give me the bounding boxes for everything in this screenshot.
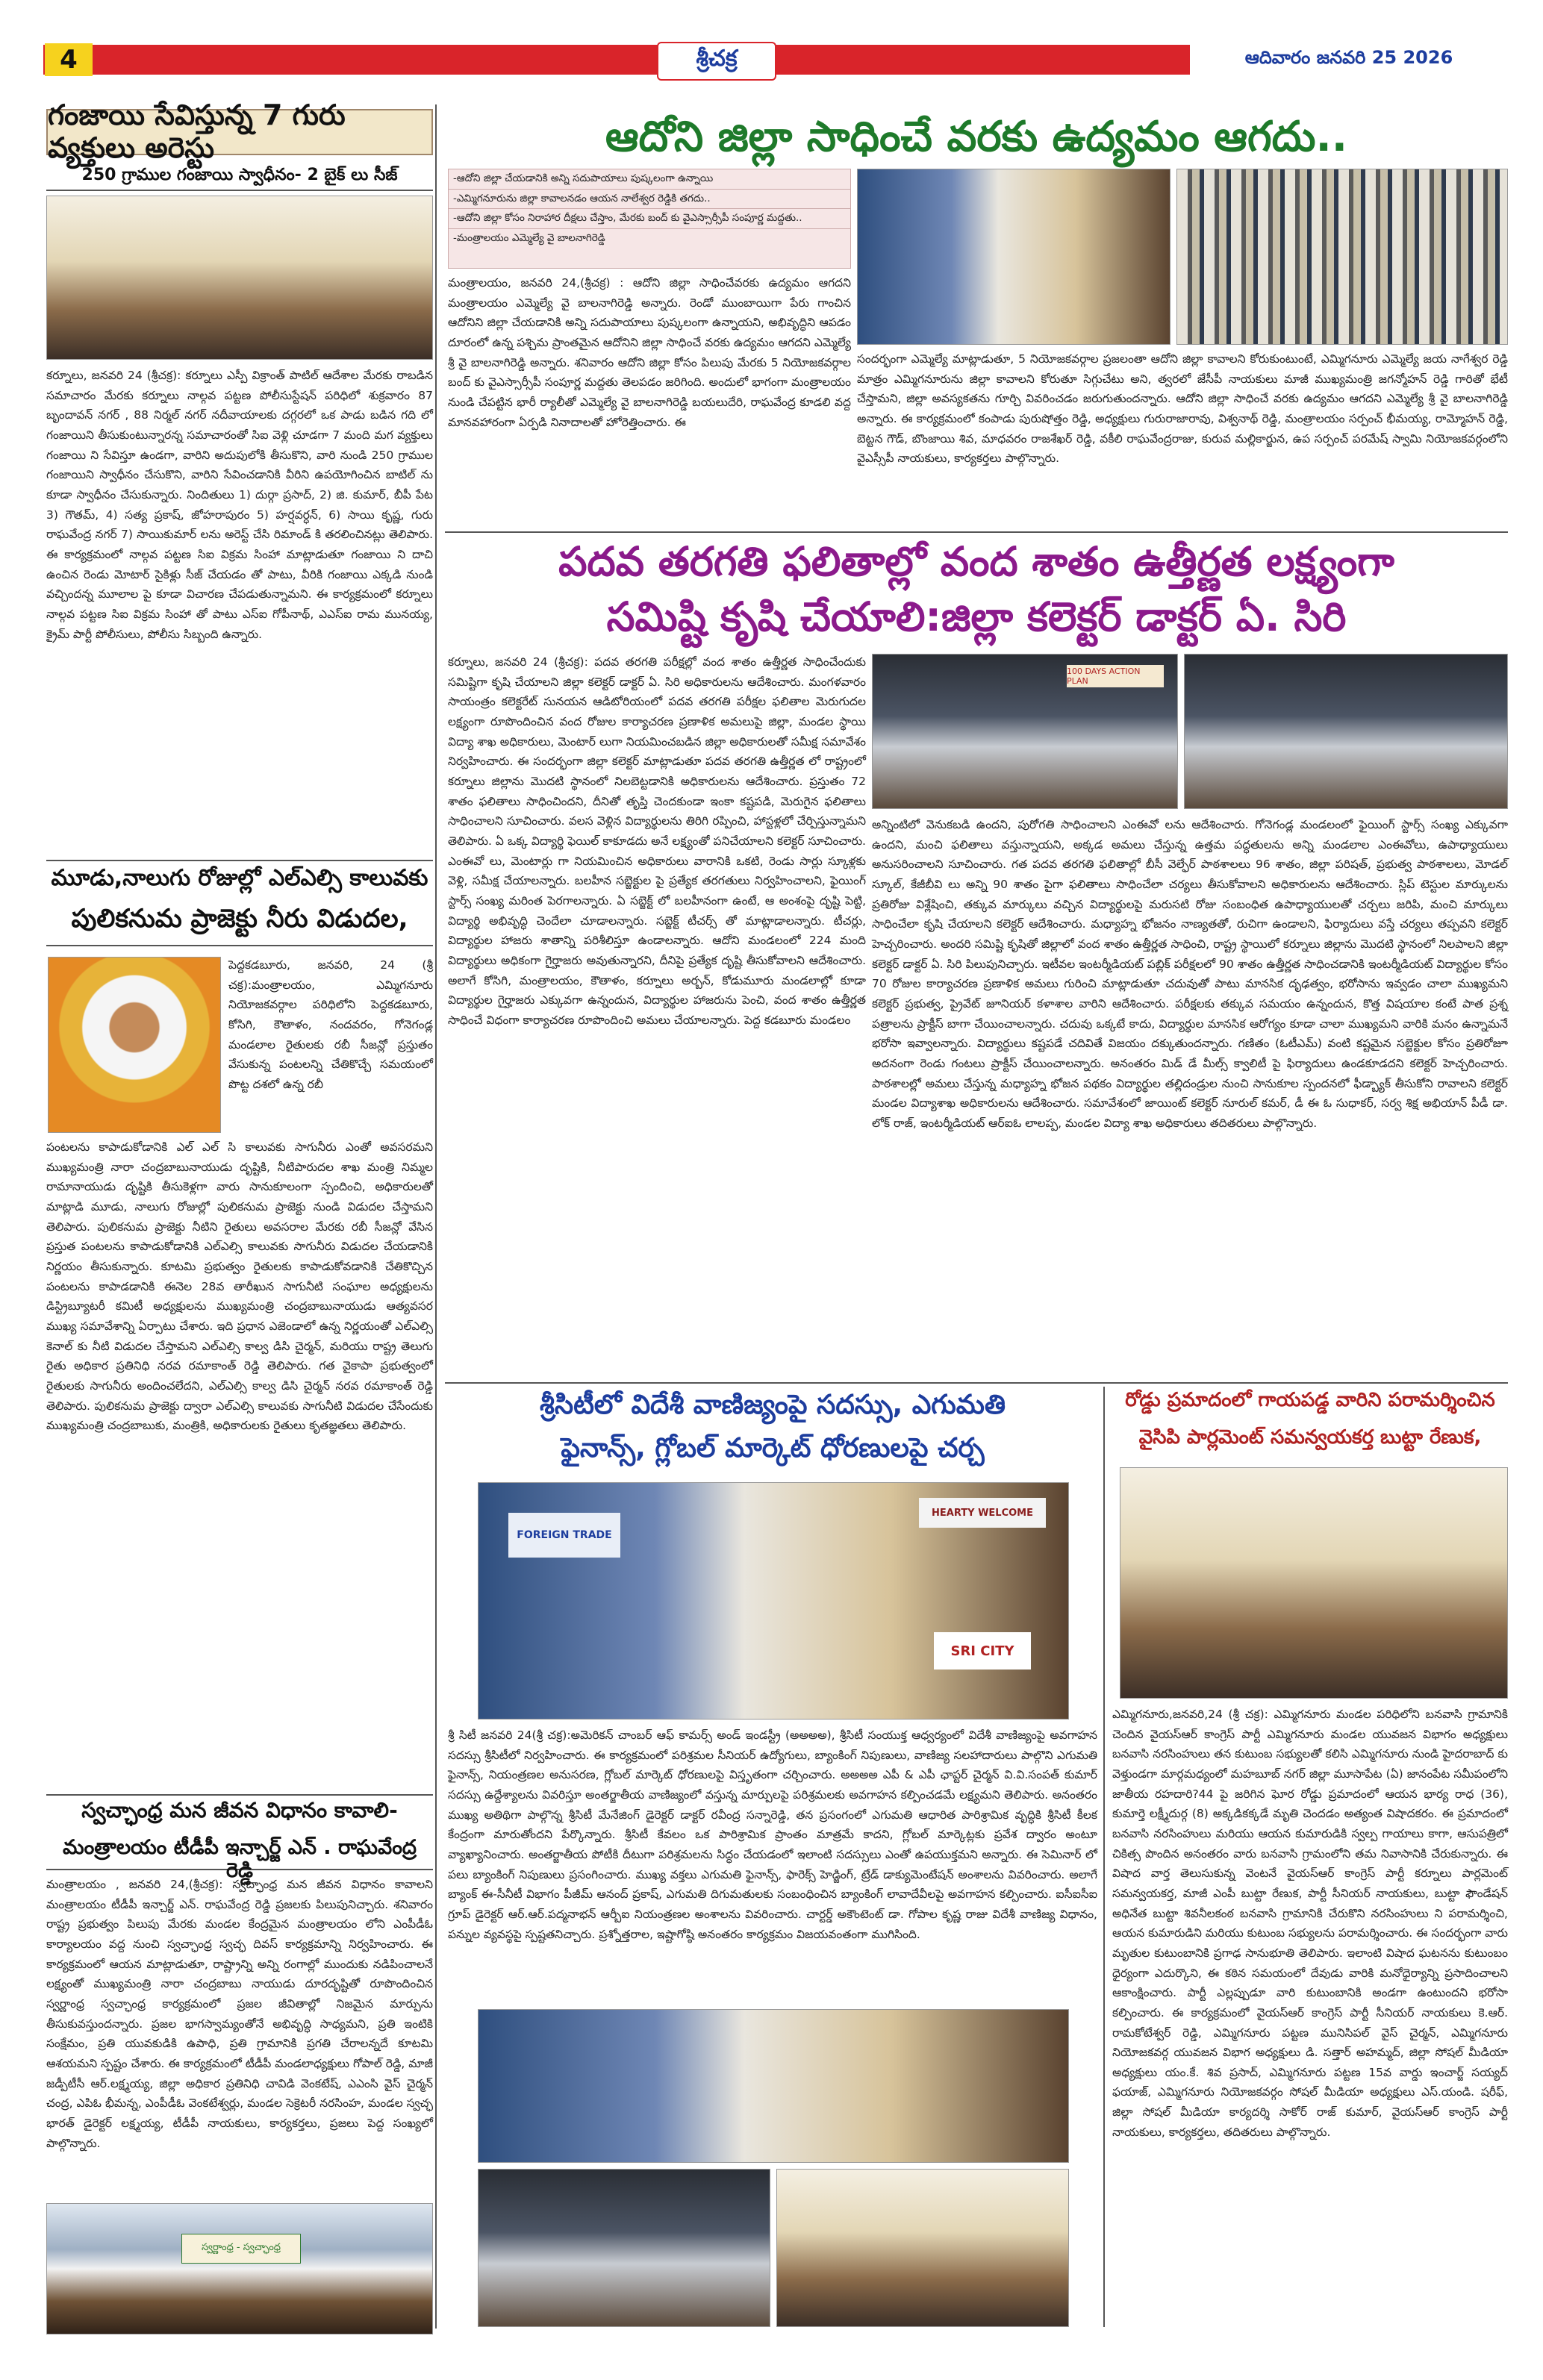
page-number: 4 <box>45 43 93 76</box>
newspaper-logo: శ్రీచక్ర <box>657 42 776 81</box>
swachh-banner: స్వర్ణాంధ్ర - స్వచ్ఛాంధ్ర <box>181 2234 301 2264</box>
adoni-bullet: -మంత్రాలయం ఎమ్మెల్యే వై బాలనాగిరెడ్డి <box>453 231 605 244</box>
headline-adoni-district: ఆదోని జిల్లా సాధించే వరకు ఉద్యమం ఆగదు.. <box>605 112 1348 161</box>
body-canal-1: పెద్దకడబూరు, జనవరి, 24 (శ్రీ చక్ర):మంత్రాలయం, ఎమ్మిగనూరు నియోజకవర్గాల పరిధిలోని పెద్దకడబూరు, కోసిగి, కౌతాళం, నందవరం, గోనెగండ్ల మండలాల రైతులకు రబీ సీజన్లో ప్రస్తుతం వేసుకున్న పంటలన్ని చేతికొచ్చే సమయంలో పొట్ట దశలో ఉన్న రబీ <box>228 958 433 1091</box>
sricity-logo: SRI CITY <box>934 1632 1031 1670</box>
photo-auditorium-officials <box>1184 654 1508 809</box>
photo-sricity-felicitation <box>478 2009 1069 2163</box>
divider <box>46 860 433 861</box>
column-divider <box>435 104 437 2329</box>
headline-results-2: సమిష్టి కృషి చేయాలి:జిల్లా కలెక్టర్ డాక్టర్ ఏ. సిరి <box>606 593 1347 640</box>
adoni-bullet: -ఆదోని జిల్లా చేయడానికి అన్ని సదుపాయాలు పుష్కలంగా ఉన్నాయి <box>449 169 850 190</box>
photo-swachh-rally <box>46 2203 433 2334</box>
photo-sricity-audience <box>478 2169 770 2327</box>
photo-accident-condolence-visit <box>1120 1467 1508 1699</box>
adoni-bullet: -ఆదోని జిల్లా కోసం నిరాహార దీక్షలు చేస్తాం, మేరకు బంద్ కు వైఎస్సార్సీపీ సంపూర్ణ మద్దతు.. <box>449 209 850 229</box>
banner-hearty-welcome: HEARTY WELCOME <box>919 1498 1046 1528</box>
headline-ganja-arrest: గంజాయి సేవిస్తున్న 7 గురు వ్యక్తులు అరెస్టు <box>46 109 433 155</box>
headline-accident-2: వైసిపి పార్లమెంట్ సమన్వయకర్త బుట్టా రేణుక, <box>1138 1426 1482 1449</box>
adoni-bullets-box <box>448 169 851 269</box>
dateline: ఆదివారం జనవరి 25 2026 <box>1187 45 1508 75</box>
body-accident: ఎమ్మిగనూరు,జనవరి,24 (శ్రీ చక్ర): ఎమ్మిగనూరు మండల పరిధిలోని బనవాసి గ్రామానికి చెందిన వైయస్ఆర్ కాంగ్రెస్ పార్టీ ఎమ్మిగనూరు మండల యువజన విభాగం అధ్యక్షులు బనవాసి నరసింహులు తన కుటుంబ సభ్యులతో కలిసి ఎమ్మిగనూరు నుండి హైదరాబాద్ కు వెళ్తుండగా మార్గమధ్యంలో మహబూబ్ నగర్ జిల్లా మూసాపేట (ఏ) జానంపేట సమీపంలోని జాతీయ రహదారి?44 పై జరిగిన ఘోర రోడ్డు ప్రమాదంలో ఆయన భార్య రాధ (36), కుమార్తె లక్ష్మీదుర్గ (8) అక్కడికక్కడే మృతి చెందడం అత్యంత విషాదకరం. ఈ ప్రమాదంలో బనవాసి నరసింహులు మరియు ఆయన కుమారుడికి స్వల్ప గాయాలు కాగా, ఆసుపత్రిలో చికిత్స పొందిన అనంతరం వారు బనవాసి గ్రామంలోని తమ నివాసానికి చేరుకున్నారు. ఈ విషాద వార్త తెలుసుకున్న వెంటనే వైయస్ఆర్ కాంగ్రెస్ పార్టీ కర్నూలు పార్లమెంట్ సమన్వయకర్త, మాజీ ఎంపీ బుట్టా రేణుక, పార్టీ సీనియర్ నాయకులు, బుట్టా ఫౌండేషన్ అధినేత బుట్టా శివనీలకంఠ బనవాసి గ్రామానికి చేరుకొని నరసింహులు ని పరామర్శించి, ఆయన కుమారుడిని మరియు కుటుంబ సభ్యులను పరామర్శించారు. ఈ సందర్భంగా వారు మృతుల కుటుంబానికి ప్రగాఢ సానుభూతి తెలిపారు. ఇలాంటి విషాద ఘటనను కుటుంబం ధైర్యంగా ఎదుర్కొని, ఈ కఠిన సమయంలో దేవుడు వారికి మనోధైర్యాన్ని ప్రసాదించాలని ఆకాంక్షించారు. పార్టీ ఎల్లప్పుడూ వారి కుటుంబానికి అండగా ఉంటుందని భరోసా కల్పించారు. ఈ కార్యక్రమంలో వైయస్ఆర్ కాంగ్రెస్ పార్టీ సీనియర్ నాయకులు కె.ఆర్. రామకోటేశ్వర్ రెడ్డి, ఎమ్మిగనూరు పట్టణ మునిసిపల్ వైస్ చైర్మన్, ఎమ్మిగనూరు నియోజకవర్గ యువజన విభాగ అధ్యక్షులు డి. సత్తార్ అహమ్మద్, జిల్లా సోషల్ మీడియా అధ్యక్షులు యం.కే. శివ ప్రసాద్, ఎమ్మిగనూరు పట్టణ 15వ వార్డు ఇంచార్జ్ సయ్యద్ ఫయాజ్, ఎమ్మిగనూరు నియోజకవర్గం సోషల్ మీడియా అధ్యక్షులు ఎస్.యండి. షరీఫ్, జిల్లా సోషల్ మీడియా కార్యదర్శి సాకోర్ రాజ్ కుమార్, వైయస్ఆర్ కాంగ్రెస్ పార్టీ నాయకులు, కార్యకర్తలు, తదితరులు పాల్గొన్నారు. <box>1112 1708 1508 2139</box>
photo-sricity-seminar <box>478 1482 1069 1720</box>
body-adoni-2: సందర్భంగా ఎమ్మెల్యే మాట్లాడుతూ, 5 నియోజకవర్గాల ప్రజలంతా ఆదోని జిల్లా కావాలని కోరుకుంటుంటే, ఎమ్మిగనూరు ఎమ్మెల్యే జయ నాగేశ్వర రెడ్డి మాత్రం ఎమ్మిగనూరును జిల్లా కావాలని కోరుతూ సిగ్గుచేటు అని, త్వరలో జేసీపీ నాయకులు మాజీ ముఖ్యమంత్రి జగన్మోహన్ రెడ్డి గారితో భేటీ చేస్తామని, జిల్లా అవస్యకతను గూర్చి వివరించడం జరుగుతుందన్నారు. ఆదోని జిల్లా సాధించే వరకు ఉద్యమం ఆగదని ఎమ్మెల్యే శ్రీ వై బాలనాగిరెడ్డి అన్నారు. ఈ కార్యక్రమంలో కంపాడు పురుషోత్తం రెడ్డి, అధ్యక్షులు గురురాజారావు, విశ్వనాథ్ రెడ్డి, మంత్రాలయం సర్పంచ్ భీమయ్య, రామ్మోహన్ రెడ్డి, బెట్టన గౌడ్, బొంజాయి శివ, మాధవరం రాజశేఖర్ రెడ్డి, వకీలి రాఘవేంద్రరాజు, కురువ మల్లికార్జున, ఉప సర్పంచ్ పరమేష్ స్వామి నియోజకవర్గంలోని వైఎస్సీపీ నాయకులు, కార్యకర్తలు పాల్గొన్నారు. <box>857 352 1508 466</box>
body-canal-2: పంటలను కాపాడుకోడానికి ఎల్ ఎల్ సి కాలువకు సాగునీరు ఎంతో అవసరమని ముఖ్యమంత్రి నారా చంద్రబాబునాయుడు దృష్టికి, నీటిపారుదల శాఖ మంత్రి నిమ్మల రామానాయుడు దృష్టికి తీసుకెళ్లగా వారు సానుకూలంగా స్పందించి, అధికారులతో మాట్లాడి మూడు, నాలుగు రోజుల్లో పులికనుమ ప్రాజెక్టు నుండి విడుదల చేస్తామని తెలిపారు. పులికనుమ ప్రాజెక్టు నీటిని రైతులు అవసరాల మేరకు రబీ సీజన్లో వేసిన ప్రస్తుత పంటలను కాపాడుకోడానికి ఎల్ఎల్సి కాలువకు సాగునీరు విడుదల చేయడానికి నిర్ణయం తీసుకున్నారు. కూటమి ప్రభుత్వం రైతులకు కాపాడుకోవడానికి చేతికొచ్చిన పంటలను కాపాడడానికి ఈనెల 28వ తారీఖున సాగునీటి సంఘాల అధ్యక్షులను డిస్ట్రిబ్యూటరీ కమిటీ అధ్యక్షులను ముఖ్యమంత్రి చంద్రబాబునాయుడు ఆత్యవసర ముఖ్య సమావేశాన్ని ఏర్పాటు చేశారు. ఇది ప్రధాన ఎజెండాలో ఉన్న నిర్ణయంతో ఎల్ఎల్సి కెనాల్ కు నీటి విడుదల చేస్తామని ఎల్ఎల్సి కాల్వ డిసి చైర్మన్, మరియు రాష్ట్ర తెలుగు రైతు అధికార ప్రతినిధి నరవ రమాకాంత్ రెడ్డి తెలిపారు. గత వైకాపా ప్రభుత్వంలో రైతులకు సాగునీరు అందించలేదని, ఎల్ఎల్సి కాల్వ డిసి చైర్మన్ నరవ రమాకాంత్ రెడ్డి తెలిపారు. పులికనుమ ప్రాజెక్టు ద్వారా ఎల్ఎల్సి కాలువకు సాగునీటి విడుదల చేసేందుకు ముఖ్యమంత్రి చంద్రబాబుకు, మంత్రికి, అధికారులకు రైతులు కృతజ్ఞతలు తెలిపారు. <box>46 1140 433 1433</box>
body-swachh: మంత్రాలయం , జనవరి 24,(శ్రీచక్ర): స్వచ్ఛాంధ్ర మన జీవన విధానం కావాలని మంత్రాలయం టీడీపీ ఇన్చార్జ్ ఎన్. రాఘవేంద్ర రెడ్డి ప్రజలకు పిలుపునిచ్చారు. శనివారం రాష్ట్ర ప్రభుత్వం పిలుపు మేరకు మండల కేంద్రమైన మంత్రాలయం లోని ఎంపీడీఓ కార్యాలయం వద్ద నుంచి స్వచ్ఛాంధ్ర స్వచ్ఛ దివస్ కార్యక్రమాన్ని నిర్వహించారు. ఈ కార్యక్రమంలో ఆయన మాట్లాడుతూ, రాష్ట్రాన్ని అన్ని రంగాల్లో ముందుకు నడిపించాలనే లక్ష్యంతో ముఖ్యమంత్రి నారా చంద్రబాబు నాయుడు దూరదృష్టితో రూపొందించిన స్వర్ణాంధ్ర స్వచ్ఛాంధ్ర కార్యక్రమంలో ప్రజల జీవితాల్లో నిజమైన మార్పును తీసుకువస్తుందన్నారు. ప్రజల భాగస్వామ్యంతోనే అభివృద్ధి సాధ్యమని, ప్రతి ఇంటికి సంక్షేమం, ప్రతి యువకుడికి ఉపాధి, ప్రతి గ్రామానికి ప్రగతి చేరాలన్నదే కూటమి ఆశయమని స్పష్టం చేశారు. ఈ కార్యక్రమంలో టీడీపీ మండలాధ్యక్షులు గోపాల్ రెడ్డి, మాజీ జడ్పీటీసీ ఆర్.లక్ష్మయ్య, జిల్లా అధికార ప్రతినిధి చావిడి వెంకటేష్, ఎఎంసి వైస్ చైర్మన్ చంద్ర, ఎపిఓ భీమన్న, ఎంపీడీఓ వెంకటేశ్వర్లు, మండల సెక్రెటరీ నరసింహ, మండల స్వచ్ఛ భారత్ డైరెక్టర్ లక్ష్మయ్య, టీడీపీ నాయకులు, కార్యకర్తలు, ప్రజలు పెద్ద సంఖ్యలో పాల్గొన్నారు. <box>46 1878 433 2150</box>
body-sricity: శ్రీ సిటీ జనవరి 24(శ్రీ చక్ర):అమెరికన్ చాంబర్ ఆఫ్ కామర్స్ అండ్ ఇండస్ట్రీ (అఅఅఅ), శ్రీసిటీ సంయుక్త ఆధ్వర్యంలో విదేశీ వాణిజ్యంపై అవగాహన సదస్సు శ్రీసిటీలో నిర్వహించారు. ఈ కార్యక్రమంలో పరిశ్రమల సీనియర్ ఉద్యోగులు, బ్యాంకింగ్ నిపుణులు, వాణిజ్య సలహాదారులు పాల్గొని ఎగుమతి ఫైనాన్స్, నియంత్రణల అనుసరణ, గ్లోబల్ మార్కెట్ ధోరణులపై విస్తృతంగా చర్చించారు. అఅఅఅ ఎపీ & ఎపీ ఛాప్టర్ చైర్మన్ వి.వి.సంపత్ కుమార్ సదస్సు ఉద్దేశ్యాలను వివరిస్తూ అంతర్జాతీయ వాణిజ్యంలో వస్తున్న మార్పులపై పరిశ్రమలకు అవగాహన కల్పించడమే లక్ష్యమని తెలిపారు. అనంతరం ముఖ్య అతిథిగా పాల్గొన్న శ్రీసిటీ మేనేజింగ్ డైరెక్టర్ డాక్టర్ రవీంద్ర సన్నారెడ్డి, తన ప్రసంగంలో ఎగుమతి ఆధారిత పారిశ్రామిక వృద్ధికి శ్రీసిటీ కీలక కేంద్రంగా మారుతోందని పేర్కొన్నారు. శ్రీసిటీ కేవలం ఒక పారిశ్రామిక ప్రాంతం మాత్రమే కాదని, గ్లోబల్ మార్కెట్లకు ప్రవేశ ద్వారం అంటూ వ్యాఖ్యానించారు. అంతర్జాతీయ పోటీకి దీటుగా పరిశ్రమలను సిద్ధం చేయడంలో ఇలాంటి సదస్సులు ఎంతో ఉపయుక్తమని అన్నారు. ఈ సెమినార్ లో పలు బ్యాంకింగ్ నిపుణులు ప్రసంగించారు. ముఖ్య వక్తలు ఎగుమతి ఫైనాన్స్, ఫారెక్స్ హెడ్జింగ్, ట్రేడ్ డాక్యుమెంటేషన్ అంశాలను వివరించారు. అలాగే బ్యాంక్ ఈ-సీనీటీ విభాగం పీజీమ్ ఆనంద్ ప్రకాష్, ఎగుమతి దిగుమతులకు సంబంధించిన బ్యాంకింగ్ లావాదేవీలపై అవగాహన కల్పించారు. ఐసీఐసీఐ గ్రూప్ డైరెక్టర్ ఆర్.ఆర్.పద్మనాభన్ ఆర్బీఐ నియంత్రణల అంశాలను వివరించారు. చార్టర్డ్ అకౌంటెంట్ డా. గోపాల కృష్ణ రాజు విదేశీ వాణిజ్య విధానం, పన్నుల వ్యవస్థపై స్పష్టతనిచ్చారు. ప్రశ్నోత్తరాల, ఇష్టాగోష్ఠి అనంతరం కార్యక్రమం విజయవంతంగా ముగిసింది. <box>448 1728 1097 1941</box>
headline-sricity-1: శ్రీసిటీలో విదేశీ వాణిజ్యంపై సదస్సు, ఎగుమతి <box>540 1390 1006 1420</box>
adoni-bullet: -ఎమ్మిగనూరును జిల్లా కావాలనడం ఆయన నాలేశ్వర రెడ్డికి తగదు.. <box>449 190 850 210</box>
banner-foreign-trade: FOREIGN TRADE <box>508 1513 620 1558</box>
column-divider <box>1103 1387 1105 2327</box>
divider <box>445 1382 1508 1384</box>
headline-canal-2: పులికనుమ ప్రాజెక్టు నీరు విడుదల, <box>46 905 433 946</box>
body-adoni-1: మంత్రాలయం, జనవరి 24,(శ్రీచక్ర) : ఆదోని జిల్లా సాధించేవరకు ఉద్యమం ఆగదని మంత్రాలయం ఎమ్మెల్యే వై బాలనాగిరెడ్డి అన్నారు. రెండో ముంబాయిగా పేరు గాంచిన ఆదోనిని జిల్లా చేయడానికి అన్ని సదుపాయాలు పుష్కలంగా ఉన్నాయని, అభివృద్ధిని ఆపడం దూరంలో ఉన్న పశ్చిమ ప్రాంతమైన ఆదోనిని జిల్లా సాధించే వరకు ఉద్యమం ఆగదని ఎమ్మెల్యే శ్రీ వై బాలనాగిరెడ్డి అన్నారు. శనివారం ఆదోని జిల్లా కోసం పిలుపు మేరకు 5 నియోజకవర్గాల బంద్ కు వైఎస్సార్సీపీ సంపూర్ణ మద్దతు తెలపడం జరిగింది. అందులో భాగంగా మంత్రాలయం నుండి చేపట్టిన భారీ ర్యాలీతో ఎమ్మెల్యే వై బాలనాగిరెడ్డి బయలుదేరి, రాఘవేంద్ర కూడలి వద్ద మానవహారంగా ఏర్పడి నినాదాలతో హోరెత్తించారు. ఈ <box>448 276 851 429</box>
body-results-1: కర్నూలు, జనవరి 24 (శ్రీచక్ర): పదవ తరగతి పరీక్షల్లో వంద శాతం ఉత్తీర్ణత సాధించేందుకు సమిష్టిగా కృషి చేయాలని జిల్లా కలెక్టర్ డాక్టర్ ఏ. సిరి అధికారులను ఆదేశించారు. మంగళవారం సాయంత్రం కలెక్టరేట్ సునయన ఆడిటోరియంలో పదవ తరగతి పరీక్షల ఫలితాల మెరుగుదల లక్ష్యంగా రూపొందించిన వంద రోజుల కార్యాచరణ ప్రణాళిక అమలుపై జిల్లా, మండల స్థాయి విద్యా శాఖ అధికారులు, మెంటార్ లుగా నియమించబడిన జిల్లా అధికారులతో సమీక్ష సమావేశం నిర్వహించారు. ఈ సందర్భంగా జిల్లా కలెక్టర్ మాట్లాడుతూ పదవ తరగతి ఉత్తీర్ణత లో రాష్ట్రంలో కర్నూలు జిల్లాను మొదటి స్థానంలో నిలబెట్టడానికి అధికారులను ఆదేశించారు. ప్రస్తుతం 72 శాతం ఫలితాలు సాధించిందని, దీనితో తృప్తి చెందకుండా ఇంకా కష్టపడి, మెరుగైన ఫలితాలు సాధించాలని సూచించారు. వలస వెళ్లిన విద్యార్థులను తిరిగి రప్పించి, హాస్టళ్లలో చేర్పిస్తున్నామని తెలిపారు. ఏ ఒక్క విద్యార్థి ఫెయిల్ కాకూడదు అనే లక్ష్యంతో పనిచేయాలని కలెక్టర్ సూచించారు. ఎంఈవో లు, మెంటార్లు గా నియమించిన అధికారులు వారానికి ఒకటి, రెండు సార్లు స్కూళ్లకు వెళ్లి, సమీక్ష చేయాలన్నారు. బలహీన సబ్జెక్టుల పై ప్రత్యేక తరగతులు నిర్వహించాలని, ఫైయింగ్ స్టార్స్ సంఖ్య మరింత పెరగాలన్నారు. ఏ సబ్జెక్ట్ లో బలహీనంగా ఉంటే, ఆ అంశంపై దృష్టి పెట్టి, విద్యార్థి అభివృద్ధి చెందేలా చూడాలన్నారు. సబ్జెక్ట్ టీచర్స్ తో మాట్లాడాలన్నారు. టీచర్లు, విద్యార్థుల హాజరు శాతాన్ని పరిశీలిస్తూ ఉండాలన్నారు. ఆదోని మండలంలో 224 మంది విద్యార్థులు అధికంగా గైర్హాజరు అవుతున్నారని, దీనిపై ప్రత్యేక దృష్టి తీసుకోవాలని ఆదేశించారు. అలాగే కోసిగి, మంత్రాలయం, కౌతాళం, కర్నూలు అర్బన్, కోడుమూరు మండలాల్లో కూడా విద్యార్థుల గైర్హాజరు ఎక్కువగా ఉన్నందున, విద్యార్థుల హాజరును పెంచి, వంద శాతం ఉత్తీర్ణత సాధించే విధంగా కార్యాచరణ రూపొందించి అమలు చేయాలన్నారు. పెద్ద కడబూరు మండలం <box>448 655 866 1027</box>
photo-sricity-panel <box>776 2169 1069 2327</box>
photo-adoni-rally-crowd <box>1176 169 1508 345</box>
divider <box>46 1794 433 1796</box>
photo-collector-meeting <box>872 654 1178 809</box>
body-results-2: అన్నింటిలో వెనుకబడి ఉందని, పురోగతి సాధించాలని ఎంఈవో లను ఆదేశించారు. గోనెగండ్ల మండలంలో ఫైయింగ్ స్టార్స్ సంఖ్య ఎక్కువగా ఉందని, మంచి ఫలితాలు వస్తున్నాయని, అక్కడ అమలు చేస్తున్న ఉత్తమ పద్ధతులను అన్ని మండలాల ఎంఈవోలు, ఉపాధ్యాయులు అనుసరించాలని సూచించారు. గత పదవ తరగతి ఫలితాల్లో బీసీ వెల్ఫేర్ పాఠశాలలు 96 శాతం, జిల్లా పరిషత్, ప్రభుత్వ పాఠశాలలు, మోడల్ స్కూల్, కేజీబీవి లు అన్ని 90 శాతం పైగా ఫలితాలు సాధించేలా చర్యలు తీసుకోవాలని అధికారులను ఆదేశించారు. స్లిప్ టెస్టుల మార్కులను ప్రతిరోజు విశ్లేషించి, తక్కువ మార్కులు వచ్చిన విద్యార్థులపై మరుసటి రోజు సంబంధిత ఉపాధ్యాయులతో చర్చలు జరిపి, మంచి మార్కులు సాధించేలా కృషి చేయాలని కలెక్టర్ ఆదేశించారు. మధ్యాహ్న భోజనం నాణ్యతతో, రుచిగా ఉండాలని, ఫిర్యాదులు వస్తే చర్యలు తప్పవని కలెక్టర్ హెచ్చరించారు. అందరి సమిష్టి కృషితో జిల్లాలో వంద శాతం ఉత్తీర్ణత సాధించి, రాష్ట్ర స్థాయిలో కర్నూలు జిల్లాను మొదటి స్థానంలో నిలపాలని జిల్లా కలెక్టర్ డాక్టర్ ఏ. సిరి పిలుపునిచ్చారు. ఇటీవల ఇంటర్మీడియట్ పబ్లిక్ పరీక్షలలో 90 శాతం ఉత్తీర్ణత సాధించడానికి ఇంటర్మీడియట్ విద్యార్థుల కోసం 70 రోజుల కార్యాచరణ ప్రణాళిక అమలు గురించి మాట్లాడుతూ చదువుతో పాటు మానసిక దృఢత్వం, భరోసాను ఇవ్వడం చాలా ముఖ్యమని కలెక్టర్ ప్రభుత్వ, ప్రైవేట్ జూనియర్ కళాశాల వారిని ఆదేశించారు. పరీక్షలకు తక్కువ సమయం ఉన్నందున, కొత్త విషయాల కంటే పాత ప్రశ్న పత్రాలను ప్రాక్టీస్ బాగా చేయించాలన్నారు. చదువు ఒక్కటే కాదు, విద్యార్థుల మానసిక ఆరోగ్యం కూడా చాలా ముఖ్యమని వారికి మనం ఉన్నామనే భరోసా ఇవ్వాలన్నారు. విద్యార్థులు కష్టపడే చదివితే విజయం దక్కుతుందన్నారు. గణితం (ఓటీఎమ్) వంటి కష్టమైన సబ్జెక్టుల కోసం ప్రతిరోజూ అదనంగా రెండు గంటలు ప్రాక్టీస్ చేయించాలన్నారు. అనంతరం మిడ్ డే మీల్స్ క్వాలిటీ పై ఫిర్యాదులు ఉండకూడదని కలెక్టర్ హెచ్చరించారు. పాఠశాలల్లో అమలు చేస్తున్న మధ్యాహ్న భోజన పథకం విద్యార్థుల తల్లిదండ్రుల నుంచి సానుకూల స్పందనలో ఫీడ్బ్యాక్ తీసుకోని రావాలని కలెక్టర్ మండల విద్యాశాఖ అధికారులను ఆదేశించారు. సమావేశంలో జాయింట్ కలెక్టర్ నూరుల్ కమర్, డీ ఈ ఓ సుధాకర్, సర్వ శిక్ష అభియాన్ పీడీ డా. లోక్ రాజ్, ఇంటర్మీడియట్ ఆర్ఐఓ లాలప్ప, మండల విద్యా శాఖ అధికారులు తదితరులు పాల్గొన్నారు. <box>872 818 1508 1130</box>
headline-swachh-1: స్వచ్ఛాంధ్ర మన జీవన విధానం కావాలి- <box>81 1798 398 1823</box>
headline-sricity-2: ఫైనాన్స్, గ్లోబల్ మార్కెట్ ధోరణులపై చర్చ <box>561 1433 985 1464</box>
divider <box>445 531 1508 533</box>
banner-action-plan: 100 DAYS ACTION PLAN <box>1067 665 1164 687</box>
body-ganja: కర్నూలు, జనవరి 24 (శ్రీచక్ర): కర్నూలు ఎస్పీ విక్రాంత్ పాటిల్ ఆదేశాల మేరకు రాబడిన సమాచారం మేరకు కర్నూలు నాల్గవ పట్టణ పోలీసుస్టేషన్ పరిధిలో శుక్రవారం 87 బృందావన్ నగర్ , 88 నిర్మల్ నగర్ నదీవాయాలకు దగ్గరలో ఒక పాడు బడిన గది లో గంజాయిని తీసుకుంటున్నారన్న సమాచారంతో సిఐ వెళ్లి చూడగా 7 మంది మగ వ్యక్తులు గంజాయి ని సేవిస్తూ ఉండగా, వారిని అదుపులోకి తీసుకొని, వారి నుండి 250 గ్రాముల గంజాయిని స్వాధీనం చేసుకొని, వారిని సేవించడానికి వీరిని ఉపయోగించిన బాటిల్ ను కూడా స్వాధీనం చేసుకున్నారు. నిందితులు 1) దుర్గా ప్రసాద్, 2) జి. కుమార్, బీపీ పేట 3) గౌతమ్, 4) సత్య ప్రకాష్, జోహరాపురం 5) హర్షవర్ధన్, 6) సాయి కృష్ణ, గురు రాఘవేంద్ర నగర్ 7) సాయికుమార్ లను అరెస్ట్ చేసి రిమాండ్ కి తరలించినట్లు తెలిపారు. ఈ కార్యక్రమంలో నాల్గవ పట్టణ సిఐ విక్రమ సింహా మాట్లాడుతూ గంజాయి ని దాచి ఉంచిన రెండు మోటార్ సైకిళ్లు సీజ్ చేయడం తో పాటు, వీరికి గంజాయి ఎక్కడి నుండి వచ్చిందన్న మూలాల పై కూడా విచారణ చేపడుతున్నామని. ఈ కార్యక్రమంలో కర్నూలు నాల్గవ పట్టణ సిఐ విక్రమ సింహా తో పాటు ఎస్ఐ గోపీనాథ్, ఎఎస్ఐ రామ మునయ్య, క్రైమ్ పార్టీ పోలీసులు, పోలీసు సిబ్బంది ఉన్నారు. <box>46 369 433 641</box>
subhead-ganja: 250 గ్రాముల గంజాయి స్వాధీనం- 2 బైక్ లు సీజ్ <box>46 161 433 191</box>
headline-swachh-2: మంత్రాలయం టీడీపీ ఇన్చార్జ్ ఎన్ . రాఘవేంద్ర రెడ్డి <box>46 1836 433 1870</box>
headline-canal-1: మూడు,నాలుగు రోజుల్లో ఎల్ఎల్సి కాలువకు <box>51 865 428 891</box>
photo-adoni-human-chain <box>857 169 1171 345</box>
headline-accident-1: రోడ్డు ప్రమాదంలో గాయపడ్డ వారిని పరామర్శించిన <box>1125 1389 1495 1411</box>
photo-leader-portrait <box>48 957 221 1133</box>
headline-results-1: పదవ తరగతి ఫలితాల్లో వంద శాతం ఉత్తీర్ణత లక్ష్యంగా <box>558 538 1394 585</box>
photo-police-press-meet <box>46 196 433 360</box>
